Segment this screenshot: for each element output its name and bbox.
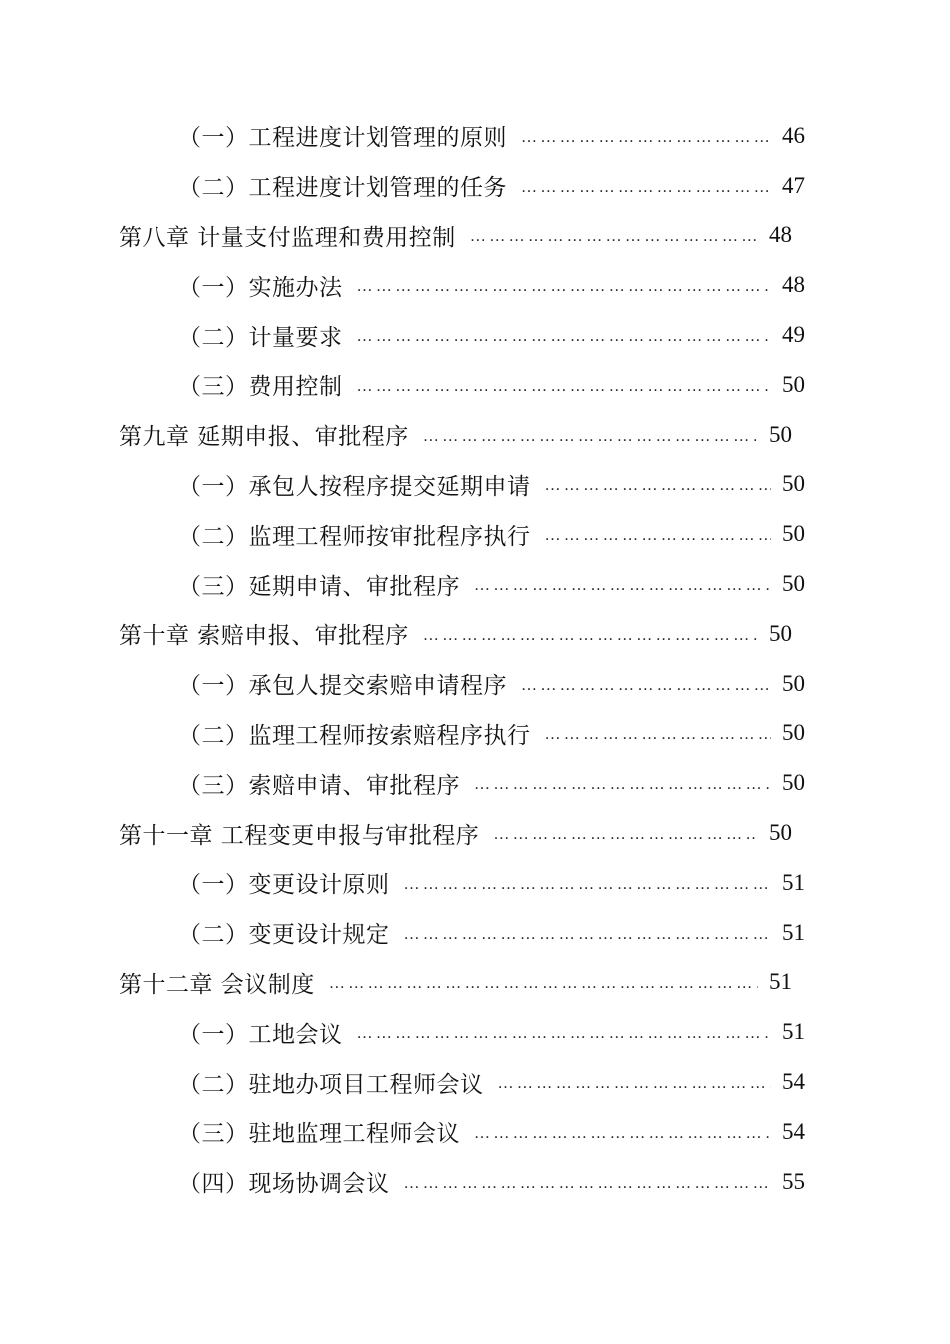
toc-dot-leader	[423, 428, 758, 446]
toc-chapter-entry[interactable]	[0, 808, 792, 858]
toc-page-number: 50	[782, 521, 805, 547]
toc-section-entry[interactable]	[0, 908, 805, 958]
toc-dot-leader	[521, 129, 771, 147]
toc-page-number: 50	[782, 720, 805, 746]
toc-dot-leader	[329, 975, 758, 993]
toc-page-number: 54	[782, 1118, 805, 1144]
toc-page-number: 50	[769, 620, 792, 646]
toc-dot-leader	[545, 477, 772, 495]
toc-section-entry[interactable]	[0, 310, 805, 360]
toc-dot-leader	[404, 876, 772, 894]
toc-entry-title: （一）工程进度计划管理的原则	[178, 125, 507, 152]
toc-entry-title: 第十章 索赔申报、审批程序	[119, 623, 409, 650]
toc-page-number: 48	[782, 272, 805, 298]
toc-dot-leader	[470, 228, 758, 246]
toc-page-number: 50	[782, 471, 805, 497]
toc-page-number: 50	[769, 820, 792, 846]
toc-entry-title: （三）驻地监理工程师会议	[178, 1121, 460, 1148]
toc-entry-title: 第十二章 会议制度	[119, 971, 315, 998]
toc-page-number: 50	[782, 371, 805, 397]
toc-entry-title: （三）索赔申请、审批程序	[178, 772, 460, 799]
toc-dot-leader	[474, 1125, 771, 1143]
toc-dot-leader	[521, 179, 771, 197]
toc-page-number: 54	[782, 1069, 805, 1095]
toc-chapter-entry[interactable]	[0, 211, 792, 261]
toc-section-entry[interactable]	[0, 260, 805, 310]
toc-entry-title: （二）监理工程师按审批程序执行	[178, 523, 531, 550]
toc-section-entry[interactable]	[0, 1157, 805, 1207]
toc-entry-title: （二）驻地办项目工程师会议	[178, 1071, 484, 1098]
toc-page-number: 50	[769, 421, 792, 447]
toc-entry-title: （四）现场协调会议	[178, 1171, 390, 1198]
toc-section-entry[interactable]	[0, 1057, 805, 1107]
toc-entry-title: （二）计量要求	[178, 324, 343, 351]
toc-dot-leader	[423, 627, 758, 645]
toc-dot-leader	[493, 826, 758, 844]
toc-section-entry[interactable]	[0, 161, 805, 211]
toc-dot-leader	[357, 378, 772, 396]
toc-section-entry[interactable]	[0, 460, 805, 510]
toc-page-number: 50	[782, 571, 805, 597]
toc-entry-title: （一）承包人按程序提交延期申请	[178, 473, 531, 500]
toc-entry-title: （一）工地会议	[178, 1021, 343, 1048]
toc-section-entry[interactable]	[0, 758, 805, 808]
table-of-contents	[0, 111, 950, 1207]
toc-section-entry[interactable]	[0, 111, 805, 161]
toc-entry-title: 第八章 计量支付监理和费用控制	[119, 224, 456, 251]
toc-dot-leader	[404, 926, 772, 944]
toc-section-entry[interactable]	[0, 709, 805, 759]
toc-entry-title: （二）变更设计规定	[178, 922, 390, 949]
toc-entry-title: （一）变更设计原则	[178, 872, 390, 899]
toc-section-entry[interactable]	[0, 858, 805, 908]
toc-section-entry[interactable]	[0, 509, 805, 559]
toc-page-number: 51	[769, 969, 792, 995]
toc-page-number: 51	[782, 1019, 805, 1045]
toc-page-number: 55	[782, 1168, 805, 1194]
toc-entry-title: （一）实施办法	[178, 274, 343, 301]
toc-page-number: 48	[769, 222, 792, 248]
toc-page-number: 47	[782, 172, 805, 198]
toc-entry-title: （三）费用控制	[178, 374, 343, 401]
toc-dot-leader	[521, 677, 771, 695]
toc-page-number: 51	[782, 919, 805, 945]
toc-dot-leader	[474, 577, 771, 595]
toc-page-number: 50	[782, 670, 805, 696]
toc-section-entry[interactable]	[0, 659, 805, 709]
toc-entry-title: 第九章 延期申报、审批程序	[119, 424, 409, 451]
toc-section-entry[interactable]	[0, 559, 805, 609]
toc-section-entry[interactable]	[0, 1107, 805, 1157]
toc-section-entry[interactable]	[0, 1007, 805, 1057]
toc-dot-leader	[357, 1025, 772, 1043]
toc-entry-title: （一）承包人提交索赔申请程序	[178, 673, 507, 700]
toc-dot-leader	[357, 278, 772, 296]
toc-section-entry[interactable]	[0, 360, 805, 410]
toc-page-number: 50	[782, 770, 805, 796]
toc-dot-leader	[357, 328, 772, 346]
toc-chapter-entry[interactable]	[0, 609, 792, 659]
toc-chapter-entry[interactable]	[0, 410, 792, 460]
toc-page-number: 51	[782, 869, 805, 895]
toc-dot-leader	[498, 1075, 772, 1093]
toc-chapter-entry[interactable]	[0, 958, 792, 1008]
toc-dot-leader	[545, 527, 772, 545]
toc-dot-leader	[545, 726, 772, 744]
toc-page-number: 46	[782, 122, 805, 148]
toc-page-number: 49	[782, 322, 805, 348]
toc-entry-title: （二）监理工程师按索赔程序执行	[178, 722, 531, 749]
toc-entry-title: 第十一章 工程变更申报与审批程序	[119, 822, 480, 849]
toc-dot-leader	[404, 1175, 772, 1193]
toc-entry-title: （三）延期申请、审批程序	[178, 573, 460, 600]
toc-entry-title: （二）工程进度计划管理的任务	[178, 175, 507, 202]
toc-dot-leader	[474, 776, 771, 794]
